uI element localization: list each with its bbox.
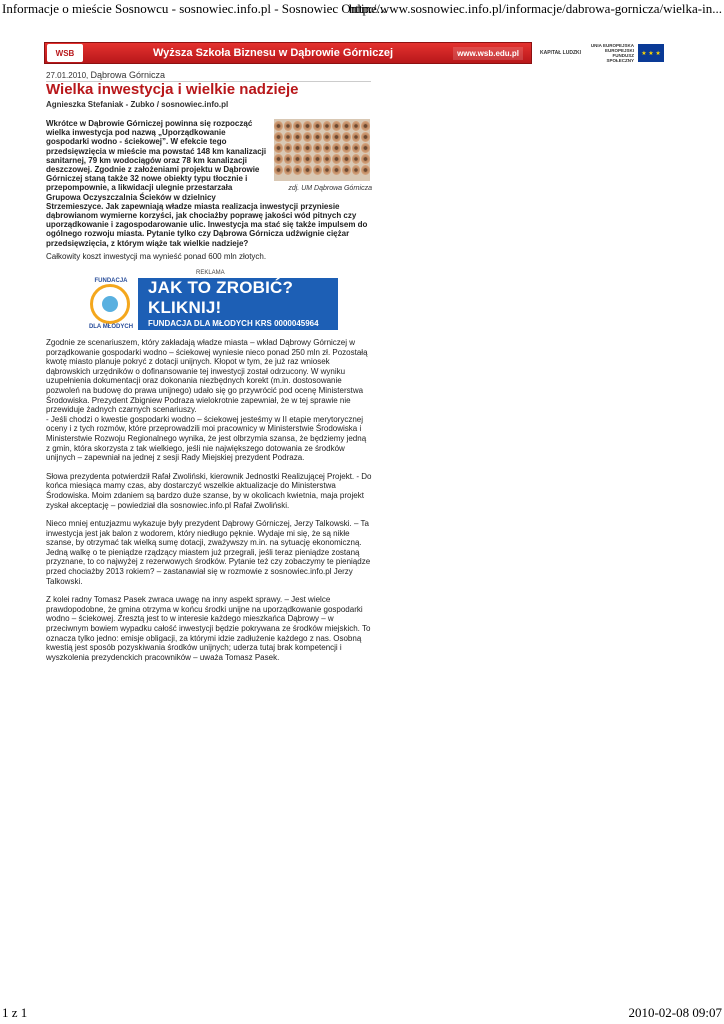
print-page-count: 1 z 1 xyxy=(2,1005,28,1020)
wsb-banner-url: www.wsb.edu.pl xyxy=(453,47,523,60)
ue-text: UNIA EUROPEJSKA EUROPEJSKI FUNDUSZ SPOŁECZNY xyxy=(590,43,634,63)
fundacja-logo xyxy=(84,278,138,330)
body-paragraph: Zgodnie ze scenariuszem, który zakładają władze miasta – wkład Dąbrowy Górniczej w porządkowanie gospodarki wodno – ściekowej wyniesie nieco ponad 250 mln zł. Pozostałą kwotę miasto planuje pokryć z dotacji unijnych. Kłopot w tym, że już raz wniosek dąbrowskich urzędników o dofinansowanie tej inwestycji został odrzucony. W wyniku uzupełnienia dokumentacji oraz dokonania niezbędnych korekt (m.in. dostosowanie pozwoleń na budowę do prawa unijnego) udało się go przywrócić pod ocenę Ministerstwa Środowiska. Prezydent Zbigniew Podraza wielokrotnie zapewniał, że w tej sprawie nie przewiduje żadnych czarnych scenariuszy. xyxy=(46,338,368,415)
fundacja-logo-bottom: DLA MŁODYCH xyxy=(88,324,134,330)
ad-label: REKLAMA xyxy=(196,270,225,276)
body-paragraph: Słowa prezydenta potwierdził Rafał Zwoliński, kierownik Jednostki Realizującej Projekt. - Do końca miesiąca mamy czas, aby dostarczyć wszelkie aktualizacje do Ministerstwa Środowiska. Moim zdaniem są bardzo duże szanse, by w okolicach kwietnia, maja projekt zyskał akceptację – powiedział dla sosnowiec.info.pl Rafał Zwoliński. xyxy=(46,471,372,510)
kapital-ludzki-logo: KAPITAŁ LUDZKI xyxy=(540,50,582,56)
lead-text: Wkrótce w Dąbrowie Górniczej powinna się rozpocząć wielka inwestycja pod nazwą „Uporządkowanie gospodarki wodno - ściekowej”. W efekcie tego przedsięwzięcia w mieście ma powstać 148 km kanalizacji sanitarnej, 79 km wodociągów oraz 78 km kanalizacji deszczowej. Zgodnie z założeniami projektu w Dąbrowie Górniczej staną także 32 nowe obiekty typu tłocznie i przepompownie, a likwidacji ulegnie przestarzała Grupowa Oczyszczalnia Ścieków w dzielnicy Strzemieszyce. Jak zapewniają władze miasta realizacja inwestycji przyniesie dąbrowianom wymierne korzyści, jak chociażby poprawę jakości wód pitnych czy uporządkowanie i zagospodarowanie ulic. Inwestycja ma stać się także impulsem do ogólnego rozwoju miasta. Pytanie tylko czy Dąbrowa Górnicza udźwignie ciężar przedsięwzięcia, z którym wiąże tak wielkie nadzieje? xyxy=(46,119,368,248)
body-paragraph: Nieco mniej entuzjazmu wykazuje były prezydent Dąbrowy Górniczej, Jerzy Talkowski. – Ta inwestycja jest jak balon z wodorem, który niedługo pęknie. Wydaje mi się, że są nikłe szanse, by otrzymać tak wielką sumę dotacji, zważywszy m.in. na sytuację ekonomiczną. Jedną walkę o te pieniądze rządzący miastem już przegrali, jeśli teraz pieniądze zostaną przyznane, to co najwyżej z rezerwowych środków. Pytanie też czy zobaczymy te pieniądze przed chociażby 2013 rokiem? – zastanawiał się w rozmowie z sosnowiec.info.pl Jerzy Talkowski. xyxy=(46,519,371,586)
fundacja-ad[interactable] xyxy=(84,278,338,330)
article-author: Agnieszka Stefaniak - Zubko / sosnowiec.info.pl xyxy=(46,100,229,109)
ad-subline: FUNDACJA DLA MŁODYCH KRS 0000045964 xyxy=(148,319,319,328)
article-body xyxy=(46,338,372,671)
print-footer xyxy=(0,1006,724,1024)
cost-note: Całkowity koszt inwestycji ma wynieść ponad 600 mln złotych. xyxy=(46,252,267,261)
article-title: Wielka inwestycja i wielkie nadzieje xyxy=(46,81,299,98)
article-city-link[interactable]: Dąbrowa Górnicza xyxy=(90,70,166,80)
article-meta xyxy=(46,70,165,80)
article-date: 27.01.2010, xyxy=(46,71,89,80)
pipes-photo xyxy=(274,119,370,181)
wsb-banner[interactable] xyxy=(44,42,532,64)
print-page-url: http://www.sosnowiec.info.pl/informacje/dabrowa-gornicza/wielka-in... xyxy=(348,1,722,16)
eu-logos xyxy=(540,42,680,64)
print-page-title: Informacje o mieście Sosnowcu - sosnowiec.info.pl - Sosnowiec Online... xyxy=(2,1,387,16)
print-timestamp: 2010-02-08 09:07 xyxy=(628,1005,722,1020)
ad-headline: JAK TO ZROBIĆ? KLIKNIJ! xyxy=(148,278,294,317)
ad-banner[interactable] xyxy=(138,278,338,330)
wsb-banner-title: Wyższa Szkoła Biznesu w Dąbrowie Górniczej xyxy=(153,47,394,59)
print-header xyxy=(0,0,724,20)
fundacja-logo-top: FUNDACJA xyxy=(94,278,128,284)
article-photo xyxy=(274,119,372,193)
eu-flag-icon: ★ ★ ★ xyxy=(638,44,664,62)
body-paragraph: - Jeśli chodzi o kwestie gospodarki wodno – ściekowej jesteśmy w II etapie merytorycznej oceny i z tych rozmów, które przeprowadzili moi pracownicy w Ministerstwie Środowiska i Ministerstwie Rozwoju Regionalnego wynika, że jest olbrzymia szansa, że będziemy jedną z gmin, która skorzysta z tak wielkiego, jeśli nie największego dotowania ze środków unijnych – zapewniał na jednej z sesji Rady Miejskiej prezydent Podraza. xyxy=(46,414,367,463)
body-paragraph: Z kolei radny Tomasz Pasek zwraca uwagę na inny aspekt sprawy. – Jest wielce prawdopodobne, że gmina otrzyma w końcu środki unijne na uporządkowanie gospodarki wodno – ściekowej. Zresztą jest to w interesie każdego mieszkańca Dąbrowy – w przeciwnym bowiem wypadku całość inwestycji będzie pokrywana ze środków miejskich. To oznacza tylko jedno: emisje obligacji, za którymi idzie zadłużenie każdego z nas. Osobną kwestią jest sposób pozyskiwania środków unijnych; uderza tutaj brak kompetencji i wyszkolenia prezydenckich pracowników – uważa Tomasz Pasek. xyxy=(46,595,371,662)
fundacja-face-icon xyxy=(102,296,118,312)
photo-caption: zdj. UM Dąbrowa Górnicza xyxy=(288,185,372,192)
wsb-logo: WSB xyxy=(47,44,83,62)
article-lead xyxy=(46,119,372,248)
